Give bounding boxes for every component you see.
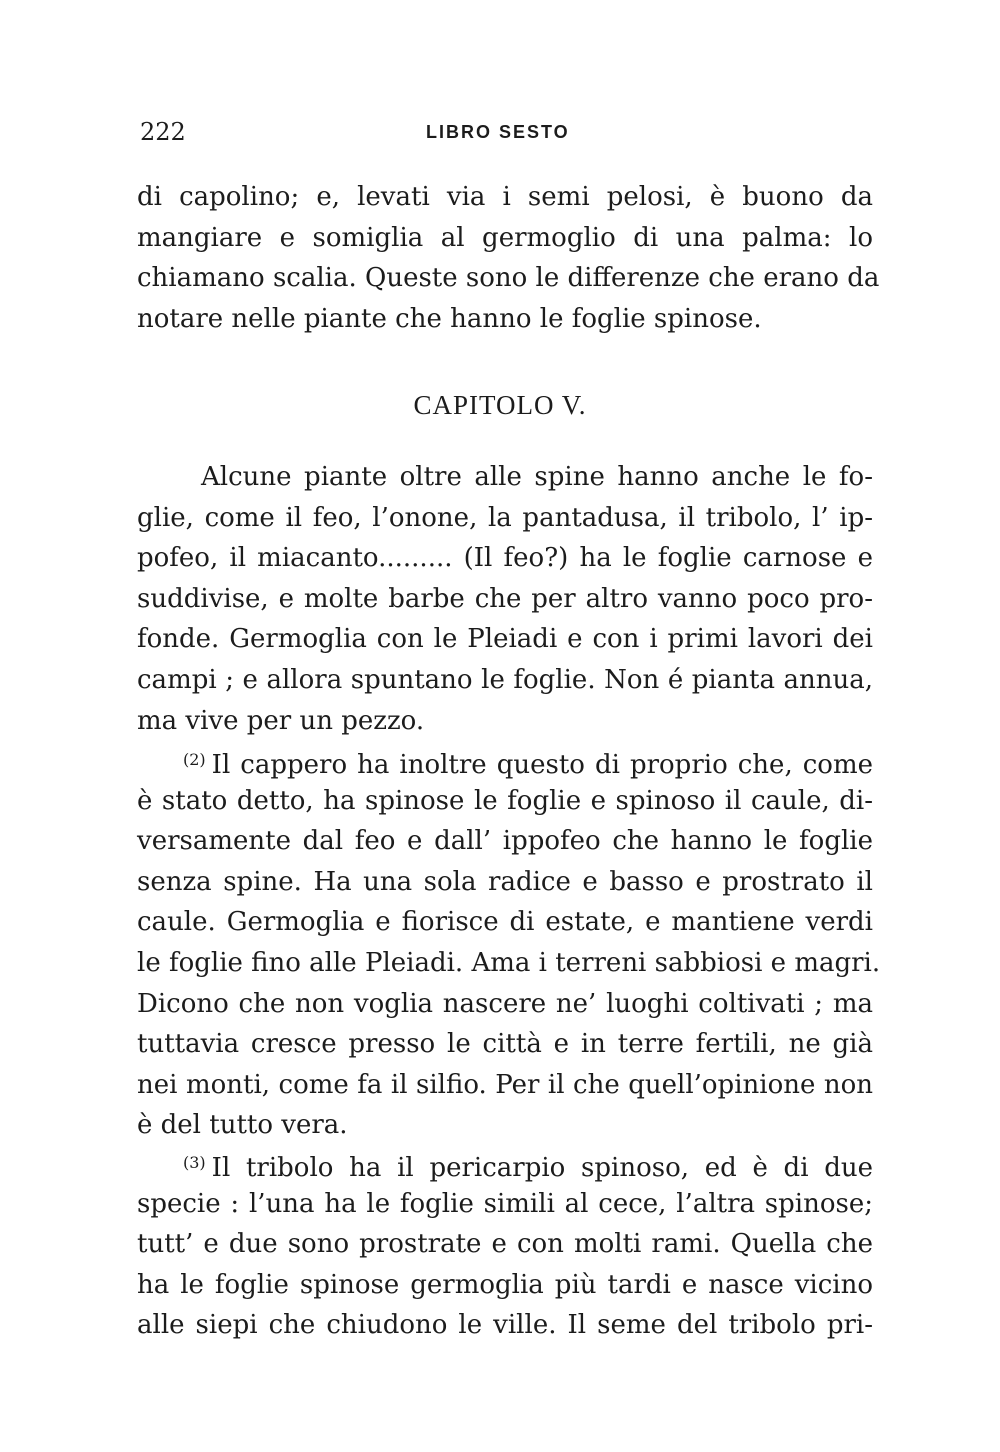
text-line: Alcune piante oltre alle spine hanno anche le fo- xyxy=(201,462,873,492)
footnote-marker: (3) xyxy=(183,1153,206,1172)
running-head xyxy=(140,118,860,148)
text-line: glie, come il feo, l’onone, la pantadusa, il tribolo, l’ ip- xyxy=(137,502,873,533)
chapter-title: CAPITOLO V. xyxy=(413,390,587,420)
text-line xyxy=(137,740,873,781)
text-line-content: Il tribolo ha il pericarpio spinoso, ed è di due xyxy=(211,1153,873,1183)
text-line: senza spine. Ha una sola radice e basso e prostrato il xyxy=(137,866,873,897)
text-line: mangiare e somiglia al germoglio di una palma: lo xyxy=(137,222,873,253)
text-line: caule. Germoglia e fiorisce di estate, e mantiene verdi xyxy=(137,907,873,938)
text-line: è stato detto, ha spinose le foglie e spinoso il caule, di- xyxy=(137,785,873,816)
text-line: le foglie fino alle Pleiadi. Ama i terreni sabbiosi e magri. xyxy=(137,947,881,978)
text-line: notare nelle piante che hanno le foglie spinose. xyxy=(137,303,762,334)
paragraph-4 xyxy=(137,1143,873,1346)
text-line: campi ; e allora spuntano le foglie. Non é pianta annua, xyxy=(137,664,873,695)
text-line: versamente dal feo e dall’ ippofeo che hanno le foglie xyxy=(137,826,873,857)
text-line: ma vive per un pezzo. xyxy=(137,705,425,736)
text-line: è del tutto vera. xyxy=(137,1110,348,1141)
text-line: nei monti, come fa il silfio. Per il che quell’opinione non xyxy=(137,1069,873,1100)
text-line: tuttavia cresce presso le città e in terre fertili, ne già xyxy=(137,1029,873,1060)
text-line: chiamano scalia. Queste sono le differenze che erano da xyxy=(137,263,880,294)
paragraph-2 xyxy=(137,457,873,741)
text-line: Dicono che non voglia nascere ne’ luoghi coltivati ; ma xyxy=(137,988,873,1019)
footnote-marker: (2) xyxy=(183,750,206,769)
text-line: specie : l’una ha le foglie simili al cece, l’altra spinose; xyxy=(137,1188,873,1219)
paragraph-3 xyxy=(137,740,881,1146)
text-line: ha le foglie spinose germoglia più tardi e nasce vicino xyxy=(137,1269,873,1300)
text-line: alle siepi che chiudono le ville. Il seme del tribolo pri- xyxy=(137,1310,873,1341)
text-line: tutt’ e due sono prostrate e con molti rami. Quella che xyxy=(137,1229,873,1260)
text-line: pofeo, il miacanto......... (Il feo?) ha le foglie carnose e xyxy=(137,543,873,574)
text-line: di capolino; e, levati via i semi pelosi, è buono da xyxy=(137,182,873,212)
text-line: fonde. Germoglia con le Pleiadi e con i primi lavori dei xyxy=(137,624,873,655)
running-title: LIBRO SESTO xyxy=(426,122,570,142)
paragraph-1 xyxy=(137,177,880,339)
page-number: 222 xyxy=(140,118,186,146)
text-line: suddivise, e molte barbe che per altro vanno poco pro- xyxy=(137,583,873,614)
text-line-content: Il cappero ha inoltre questo di proprio che, come xyxy=(211,750,873,780)
text-line xyxy=(137,1143,873,1184)
